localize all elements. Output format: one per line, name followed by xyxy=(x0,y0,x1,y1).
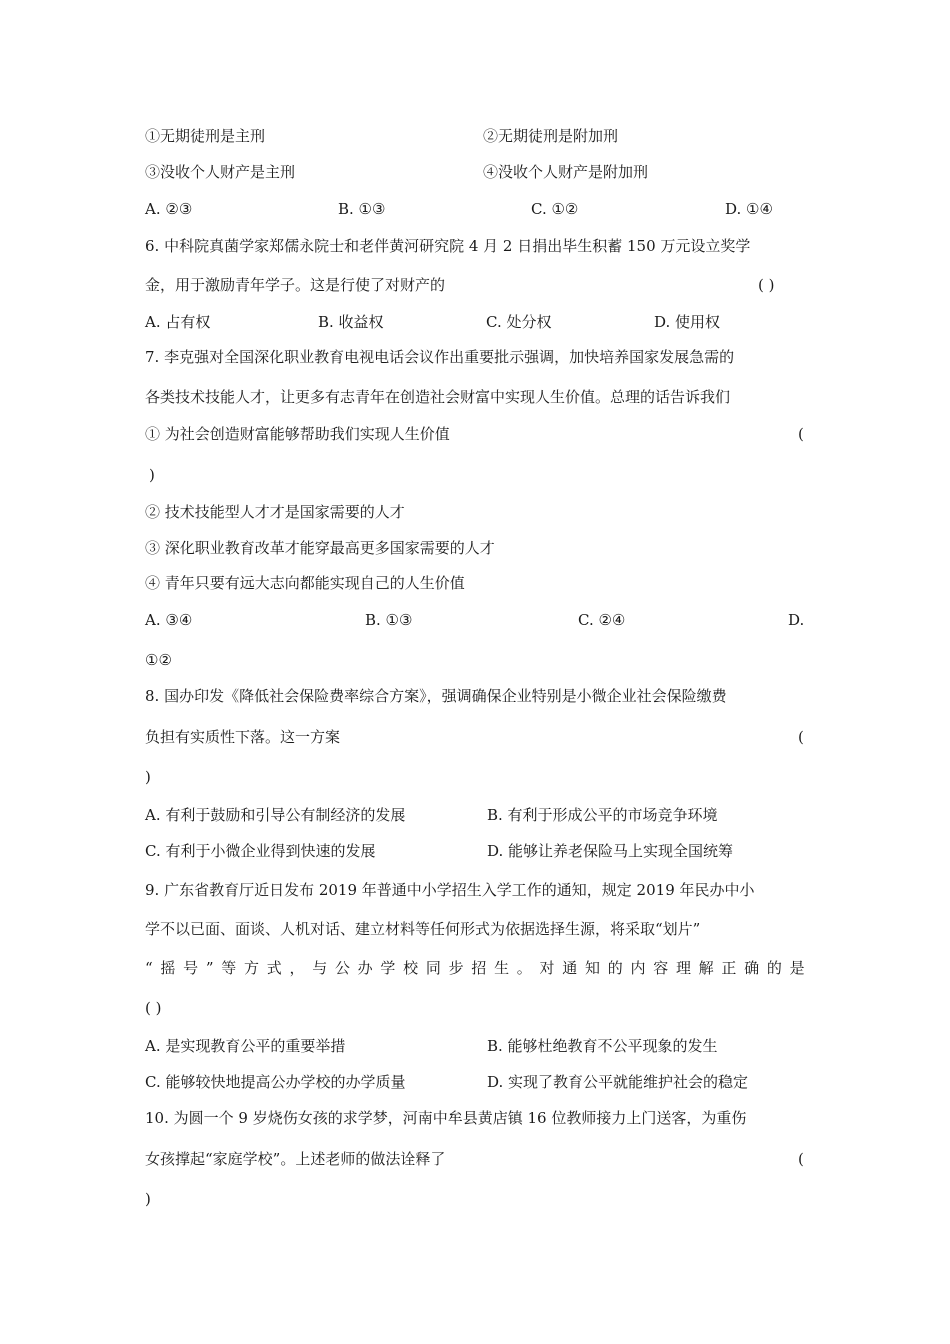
q6-option-b: B. 收益权 xyxy=(318,313,384,331)
q7-option-d-value: ①② xyxy=(145,651,172,669)
q5-option-b: B. ①③ xyxy=(338,200,386,218)
q6-option-d: D. 使用权 xyxy=(654,313,721,331)
q6-stem-line-1: 6. 中科院真菌学家郑儒永院士和老伴黄河研究院 4 月 2 日捐出毕生积蓄 150 万元设立奖学 xyxy=(145,237,751,255)
q7-paren-close: ) xyxy=(149,466,155,484)
q7-statement-4: ④ 青年只要有远大志向都能实现自己的人生价值 xyxy=(145,574,465,592)
q9-stem-line-1: 9. 广东省教育厅近日发布 2019 年普通中小学招生入学工作的通知，规定 2019 年民办中小 xyxy=(145,881,755,899)
q7-stem-line-1: 7. 李克强对全国深化职业教育电视电话会议作出重要批示强调，加快培养国家发展急需的 xyxy=(145,348,735,366)
q9-option-a: A. 是实现教育公平的重要举措 xyxy=(145,1037,346,1055)
q7-stem-line-2: 各类技术技能人才，让更多有志青年在创造社会财富中实现人生价值。总理的话告诉我们 xyxy=(145,388,731,406)
q8-stem-line-1: 8. 国办印发《降低社会保险费率综合方案》，强调确保企业特别是小微企业社会保险缴费 xyxy=(145,687,727,705)
q7-statement-1: ① 为社会创造财富能够帮助我们实现人生价值 xyxy=(145,425,450,443)
q5-statement-4: ④没收个人财产是附加刑 xyxy=(483,163,649,181)
q7-statement-2: ② 技术技能型人才才是国家需要的人才 xyxy=(145,503,405,521)
q10-paren-close: ) xyxy=(145,1190,151,1208)
q5-option-d: D. ①④ xyxy=(725,200,773,218)
q7-option-d-letter: D. xyxy=(788,611,805,629)
q6-stem-line-2: 金，用于激励青年学子。这是行使了对财产的 xyxy=(145,276,446,294)
q9-stem-line-3: “ 摇 号 ” 等 方 式 ， 与 公 办 学 校 同 步 招 生 。 对 通 知 的 内 容 理 解 正 确 的 是 xyxy=(145,959,805,977)
q6-option-c: C. 处分权 xyxy=(486,313,552,331)
q5-statement-3: ③没收个人财产是主刑 xyxy=(145,163,296,181)
q9-answer-paren: ( ) xyxy=(145,999,162,1017)
q8-paren-close: ) xyxy=(145,768,151,786)
q7-paren-open: ( xyxy=(798,425,804,443)
q6-answer-paren: ( ) xyxy=(758,276,775,294)
q8-option-d: D. 能够让养老保险马上实现全国统筹 xyxy=(487,842,734,860)
q10-stem-line-2: 女孩撑起“家庭学校”。上述老师的做法诠释了 xyxy=(145,1150,446,1168)
q8-option-b: B. 有利于形成公平的市场竞争环境 xyxy=(487,806,718,824)
q9-option-c: C. 能够较快地提高公办学校的办学质量 xyxy=(145,1073,406,1091)
q7-option-c: C. ②④ xyxy=(578,611,626,629)
q5-statement-1: ①无期徒刑是主刑 xyxy=(145,127,266,145)
q8-paren-open: ( xyxy=(798,728,804,746)
q6-option-a: A. 占有权 xyxy=(145,313,211,331)
q7-statement-3: ③ 深化职业教育改革才能穿最高更多国家需要的人才 xyxy=(145,539,495,557)
q5-statement-2: ②无期徒刑是附加刑 xyxy=(483,127,619,145)
q10-stem-line-1: 10. 为圆一个 9 岁烧伤女孩的求学梦，河南中牟县黄店镇 16 位教师接力上门送客，为重伤 xyxy=(145,1109,747,1127)
q8-stem-line-2: 负担有实质性下落。这一方案 xyxy=(145,728,341,746)
q7-option-a: A. ③④ xyxy=(145,611,193,629)
q8-option-c: C. 有利于小微企业得到快速的发展 xyxy=(145,842,376,860)
q8-option-a: A. 有利于鼓励和引导公有制经济的发展 xyxy=(145,806,406,824)
q10-paren-open: ( xyxy=(798,1150,804,1168)
q9-option-d: D. 实现了教育公平就能维护社会的稳定 xyxy=(487,1073,749,1091)
q5-option-a: A. ②③ xyxy=(145,200,193,218)
q9-option-b: B. 能够杜绝教育不公平现象的发生 xyxy=(487,1037,718,1055)
q5-option-c: C. ①② xyxy=(531,200,579,218)
q7-option-b: B. ①③ xyxy=(365,611,413,629)
q9-stem-line-2: 学不以已面、面谈、人机对话、建立材料等任何形式为依据选择生源，将采取“划片” xyxy=(145,920,701,938)
